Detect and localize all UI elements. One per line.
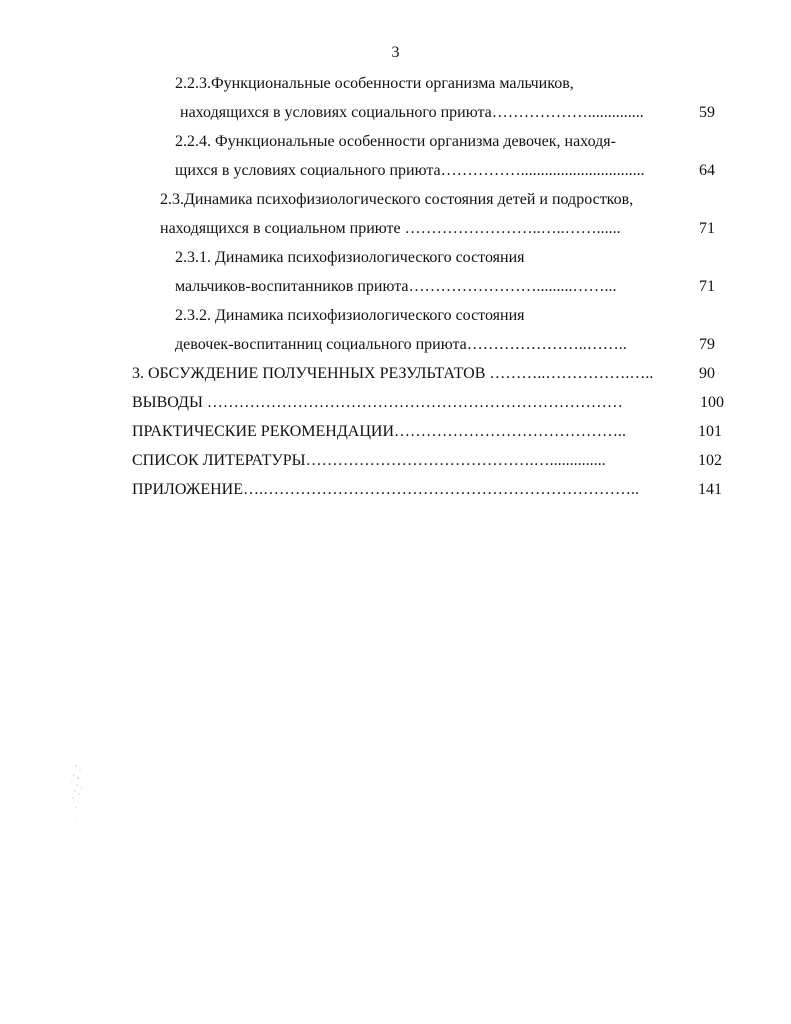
toc-entry-2-3-1-title	[175, 246, 715, 270]
toc-entry-2-2-4-continuation	[175, 159, 715, 183]
toc-page-number: 59	[695, 101, 715, 125]
toc-entry-2-3-title	[160, 188, 715, 212]
toc-entry-text: 2.2.3.Функциональные особенности организма мальчиков,	[175, 75, 574, 92]
toc-entry-text: находящихся в социальном приюте ……………………..…..……......	[160, 220, 621, 237]
toc-entry-text: ВЫВОДЫ ……………………………………………………………………	[132, 394, 623, 411]
toc-entry-text: 3. ОБСУЖДЕНИЕ ПОЛУЧЕННЫХ РЕЗУЛЬТАТОВ ………..…………….…..	[132, 365, 654, 382]
toc-entry-2-2-4-title	[175, 130, 715, 154]
toc-entry-text: мальчиков-воспитанников приюта…………………….........……...	[175, 278, 617, 295]
toc-entry-conclusions	[132, 391, 724, 415]
toc-page-number: 71	[695, 275, 715, 299]
toc-entry-text: 2.3.1. Динамика психофизиологического состояния	[175, 249, 525, 266]
toc-entry-text: 2.2.4. Функциональные особенности организма девочек, находя-	[175, 133, 616, 150]
toc-entry-text: девочек-воспитанниц социального приюта…………………..……..	[175, 336, 627, 353]
toc-page-number: 79	[695, 333, 715, 357]
toc-entry-2-3-2-title	[175, 304, 715, 328]
toc-page-number: 90	[695, 362, 715, 386]
toc-entry-2-2-3-title	[175, 72, 715, 96]
toc-entry-text: находящихся в условиях социального приюта………………..............	[180, 104, 644, 121]
page-number: 3	[391, 44, 400, 61]
toc-entry-text: ПРИЛОЖЕНИЕ….……………………………………………………………..	[132, 481, 640, 498]
toc-entry-text: ПРАКТИЧЕСКИЕ РЕКОМЕНДАЦИИ……………………………………..	[132, 423, 626, 440]
scan-noise-speck	[66, 760, 100, 830]
toc-entry-text: 2.3.Динамика психофизиологического состояния детей и подростков,	[160, 191, 634, 208]
toc-page-number: 100	[696, 391, 724, 415]
toc-entry-2-2-3-continuation	[180, 101, 715, 125]
toc-entry-chapter-3	[132, 362, 715, 386]
toc-entry-2-3-2-continuation	[175, 333, 715, 357]
toc-entry-references	[132, 449, 722, 473]
toc-entry-text: 2.3.2. Динамика психофизиологического состояния	[175, 307, 525, 324]
toc-entry-text: СПИСОК ЛИТЕРАТУРЫ…………………………………….…..............	[132, 452, 606, 469]
toc-page-number: 101	[694, 420, 722, 444]
toc-page-number: 71	[695, 217, 715, 241]
toc-entry-recommendations	[132, 420, 722, 444]
toc-entry-2-3-1-continuation	[175, 275, 715, 299]
toc-entry-appendix	[132, 478, 722, 502]
toc-entry-2-3-continuation	[160, 217, 715, 241]
toc-entry-text: щихся в условиях социального приюта……………...............................	[175, 162, 645, 179]
toc-page-number: 64	[695, 159, 715, 183]
toc-page-number: 102	[694, 449, 722, 473]
toc-page-number: 141	[694, 478, 722, 502]
